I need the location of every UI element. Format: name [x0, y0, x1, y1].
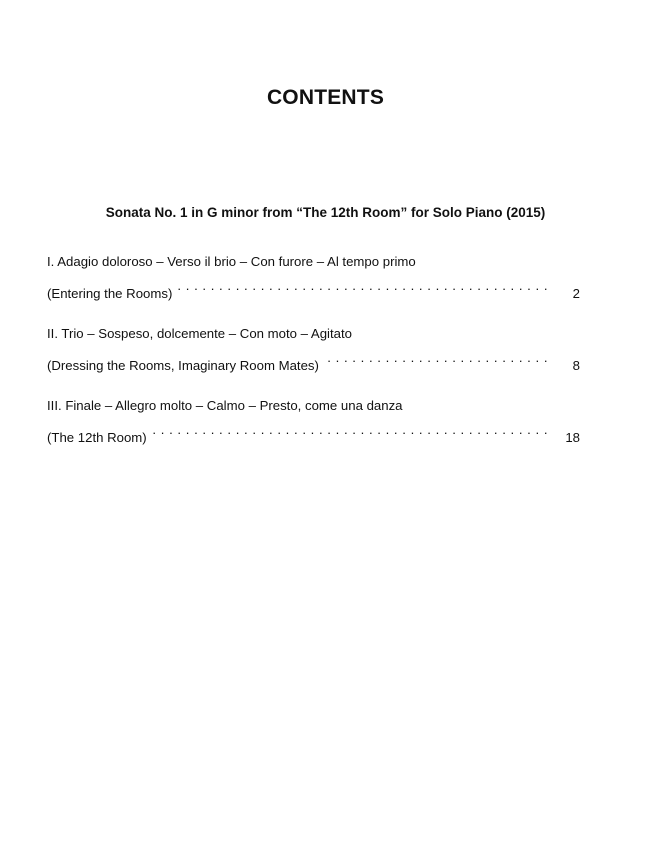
- movement-subtitle-row: [47, 418, 580, 445]
- movement-title: III. Finale – Allegro molto – Calmo – Presto, come una danza: [47, 398, 403, 413]
- page-title: CONTENTS: [266, 86, 385, 109]
- movement-subtitle-row: [47, 346, 580, 373]
- movement-subtitle: (Dressing the Rooms, Imaginary Room Mates): [47, 358, 319, 373]
- toc-entry-2[interactable]: [47, 322, 580, 373]
- movement-subtitle-row: [47, 274, 580, 301]
- toc-entry-1[interactable]: [47, 250, 580, 301]
- page-number: 2: [572, 286, 580, 301]
- page-number: 18: [565, 430, 580, 445]
- dot-leader: [178, 274, 548, 298]
- work-title: Sonata No. 1 in G minor from “The 12th Room” for Solo Piano (2015): [105, 205, 546, 220]
- movement-title: II. Trio – Sospeso, dolcemente – Con moto – Agitato: [47, 326, 352, 341]
- movement-subtitle: (Entering the Rooms): [47, 286, 173, 301]
- toc-entry-3[interactable]: [47, 394, 580, 445]
- movement-title: I. Adagio doloroso – Verso il brio – Con furore – Al tempo primo: [47, 254, 416, 269]
- dot-leader: [153, 418, 548, 442]
- page-number: 8: [572, 358, 580, 373]
- movement-subtitle: (The 12th Room): [47, 430, 147, 445]
- dot-leader: [325, 346, 548, 370]
